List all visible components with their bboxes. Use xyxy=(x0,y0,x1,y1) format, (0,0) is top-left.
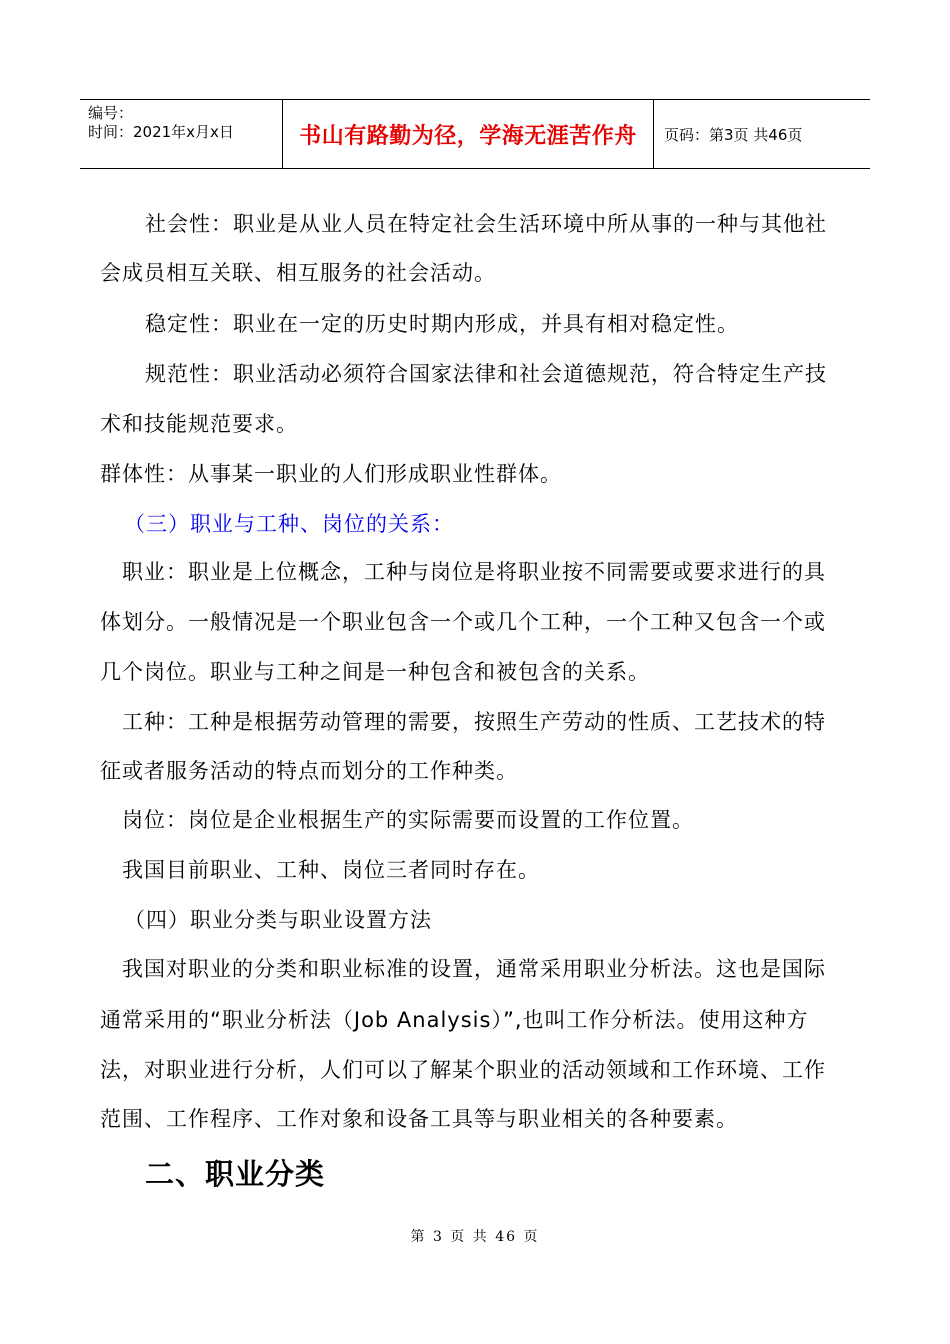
paragraph-line: 我国目前职业、工种、岗位三者同时存在。 xyxy=(122,858,540,882)
page-info: 页码：第3页 共46页 xyxy=(664,125,803,144)
paragraph-line: 社会性：职业是从业人员在特定社会生活环境中所从事的一种与其他社 xyxy=(145,212,827,236)
section-heading: 二、职业分类 xyxy=(145,1157,326,1191)
number-label: 编号： xyxy=(88,104,134,122)
paragraph-line: 会成员相互关联、相互服务的社会活动。 xyxy=(100,261,496,285)
paragraph-line: 工种：工种是根据劳动管理的需要，按照生产劳动的性质、工艺技术的特 xyxy=(122,710,826,734)
paragraph-line: 职业：职业是上位概念，工种与岗位是将职业按不同需要或要求进行的具 xyxy=(122,560,826,584)
paragraph-line: 征或者服务活动的特点而划分的工作种类。 xyxy=(100,759,518,783)
paragraph-line: 范围、工作程序、工作对象和设备工具等与职业相关的各种要素。 xyxy=(100,1107,738,1131)
paragraph-line: 稳定性：职业在一定的历史时期内形成，并具有相对稳定性。 xyxy=(145,312,739,336)
paragraph-line: 岗位：岗位是企业根据生产的实际需要而设置的工作位置。 xyxy=(122,808,694,832)
paragraph-line: 法，对职业进行分析，人们可以了解某个职业的活动领域和工作环境、工作 xyxy=(100,1058,826,1082)
date-line: 时间：2021年x月x日 xyxy=(88,123,234,141)
paragraph-line: 我国对职业的分类和职业标准的设置，通常采用职业分析法。这也是国际 xyxy=(122,957,826,981)
page-footer: 第 3 页 共 46 页 xyxy=(410,1229,540,1245)
subheading-4: （四）职业分类与职业设置方法 xyxy=(124,908,432,932)
motto: 书山有路勤为径，学海无涯苦作舟 xyxy=(282,100,654,168)
paragraph-line: 几个岗位。职业与工种之间是一种包含和被包含的关系。 xyxy=(100,660,650,684)
header-table xyxy=(80,99,870,169)
header-left-cell xyxy=(80,100,282,168)
paragraph-line: 通常采用的“职业分析法（Job Analysis）”,也叫工作分析法。使用这种方 xyxy=(100,1008,809,1032)
paragraph-line: 体划分。一般情况是一个职业包含一个或几个工种，一个工种又包含一个或 xyxy=(100,610,826,634)
subheading-3: （三）职业与工种、岗位的关系： xyxy=(124,512,454,536)
paragraph-line: 术和技能规范要求。 xyxy=(100,412,298,436)
paragraph-line: 规范性：职业活动必须符合国家法律和社会道德规范，符合特定生产技 xyxy=(145,362,827,386)
paragraph-line: 群体性：从事某一职业的人们形成职业性群体。 xyxy=(100,462,562,486)
